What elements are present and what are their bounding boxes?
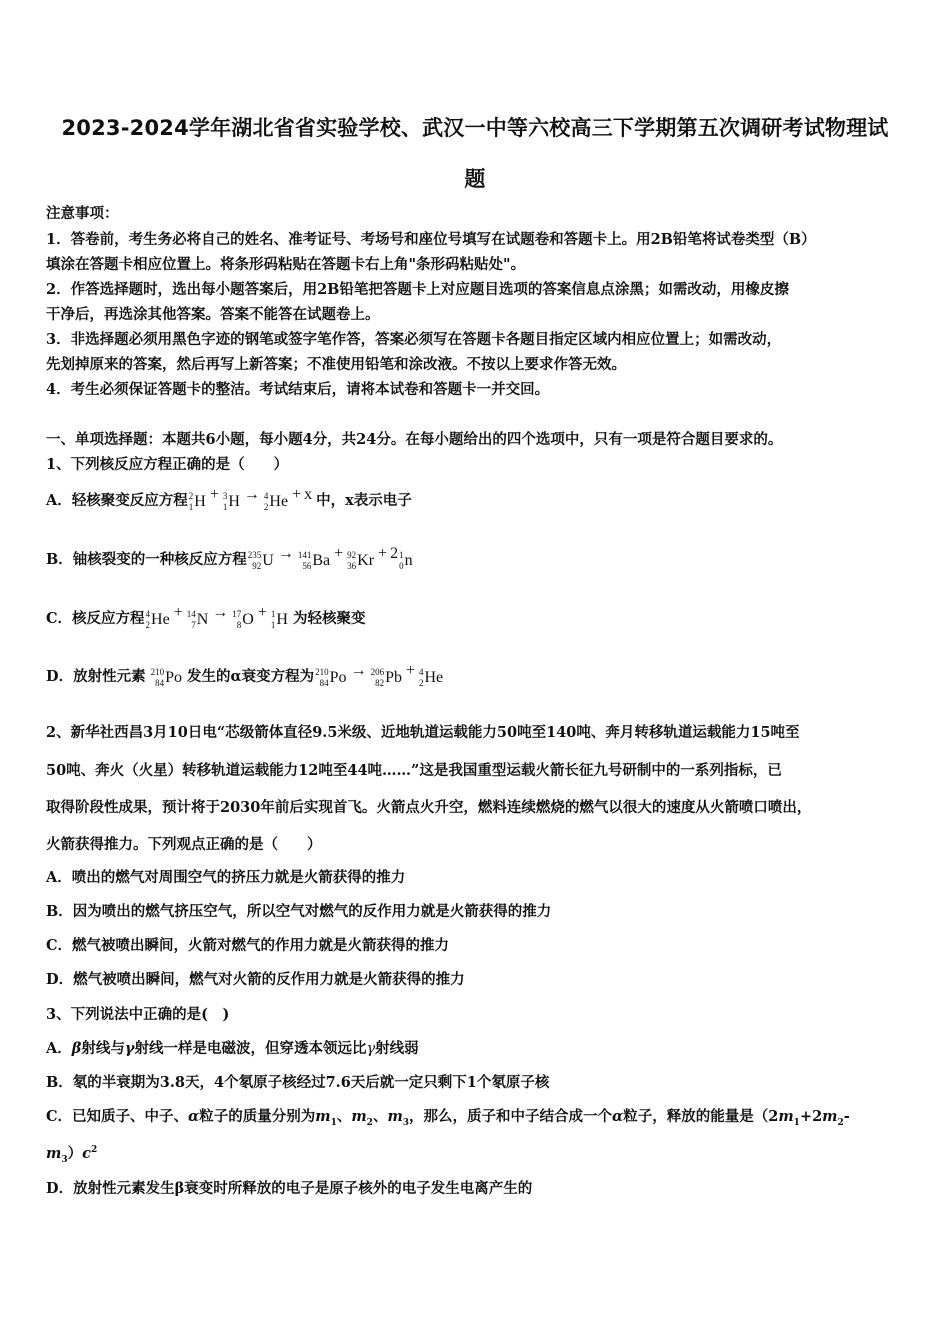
exam-title-line-1: 2023-2024学年湖北省省实验学校、武汉一中等六校高三下学期第五次调研考试物理试 [61,116,889,140]
q3-option-b: B．氡的半衰期为3.8天，4个氡原子核经过7.6天后就一定只剩下1个氡原子核 [46,1074,550,1091]
q1-d-nuclide: 210 84 Po [150,667,182,688]
q2-option-c: C．燃气被喷出瞬间，火箭对燃气的作用力就是火箭获得的推力 [46,937,450,954]
q1-option-a [46,486,412,513]
q1-d-prefix: D．放射性元素 [46,668,146,685]
q1-b-equation: 235 92 U → 141 56 Ba + 92 36 Kr + 2 1 0 n [247,545,413,571]
q2-option-d: D．燃气被喷出瞬间，燃气对火箭的反作用力就是火箭获得的推力 [46,971,465,988]
q1-c-prefix: C．核反应方程 [46,610,145,627]
q3-stem: 3、下列说法中正确的是( ) [46,1006,230,1023]
q2-stem-line-2: 50吨、奔火（火星）转移轨道运载能力12吨至44吨……”这是我国重型运载火箭长征九号研制中的一系列指标，已 [46,762,782,779]
notice-item-3a: 3．非选择题必须用黑色字迹的钢笔或签字笔作答，答案必须写在答题卡各题目指定区域内相应位置上；如需改动， [46,331,782,348]
q1-option-d [46,662,444,689]
q1-a-prefix: A．轻核聚变反应方程 [46,492,188,509]
notice-heading: 注意事项： [46,205,119,222]
q1-stem: 1、下列核反应方程正确的是（ ） [46,456,289,473]
notice-item-1b: 填涂在答题卡相应位置上。将条形码粘贴在答题卡右上角"条形码粘贴处"。 [46,256,526,273]
q1-option-c [46,604,365,631]
section-1-header: 一、单项选择题：本题共6小题，每小题4分，共24分。在每小题给出的四个选项中，只有一项是符合题目要求的。 [46,431,783,448]
q1-d-equation: 210 84 Po → 206 82 Pb + 4 2 He [315,662,444,688]
q1-a-equation: 2 1 H + 3 1 H → 4 2 He + x [188,486,313,512]
q2-stem-line-4: 火箭获得推力。下列观点正确的是（ ） [46,836,322,853]
notice-item-2b: 干净后，再选涂其他答案。答案不能答在试题卷上。 [46,306,380,323]
q1-b-prefix: B．铀核裂变的一种核反应方程 [46,551,247,568]
q3-option-d: D．放射性元素发生β衰变时所释放的电子是原子核外的电子发生电离产生的 [46,1180,533,1197]
q1-a-suffix: 中，x表示电子 [316,492,412,509]
q2-stem-line-3: 取得阶段性成果，预计将于2030年前后实现首飞。火箭点火升空，燃料连续燃烧的燃气以很大的速度从火箭喷口喷出， [46,799,812,816]
q2-stem-line-1: 2、新华社西昌3月10日电“芯级箭体直径9.5米级、近地轨道运载能力50吨至140吨、奔月转移轨道运载能力15吨至 [46,724,800,741]
q1-option-b [46,545,414,572]
q3-option-a: A．β射线与γ射线一样是电磁波，但穿透本领远比γ射线弱 [46,1040,419,1057]
q1-c-suffix: 为轻核聚变 [292,610,366,627]
notice-item-1a: 1．答卷前，考生务必将自己的姓名、准考证号、考场号和座位号填写在试题卷和答题卡上。用2B铅笔将试卷类型（B） [46,231,816,248]
notice-item-3b: 先划掉原来的答案，然后再写上新答案；不准使用铅笔和涂改液。不按以上要求作答无效。 [46,356,626,373]
q2-option-a: A．喷出的燃气对周围空气的挤压力就是火箭获得的推力 [46,869,406,886]
notice-item-2a: 2．作答选择题时，选出每小题答案后，用2B铅笔把答题卡上对应题目选项的答案信息点涂黑；如需改动，用橡皮擦 [46,281,789,298]
q1-d-middle: 发生的α衰变方程为 [186,668,315,685]
q3-option-c-line-1: C．已知质子、中子、α粒子的质量分别为$m_1$、$m_2$、$m_3$，那么，质子和中子结合成一个α粒子，释放的能量是（$2m_1+2m_2-$ [46,1108,850,1128]
exam-title-line-2: 题 [464,167,486,191]
q2-option-b: B．因为喷出的燃气挤压空气，所以空气对燃气的反作用力就是火箭获得的推力 [46,903,552,920]
q1-c-equation: 4 2 He + 14 7 N → 17 8 O + 1 1 H [145,604,288,630]
q3-option-c-line-2: $m_3)c^2$ [46,1145,98,1165]
notice-item-4: 4．考生必须保证答题卡的整洁。考试结束后，请将本试卷和答题卡一并交回。 [46,381,550,398]
